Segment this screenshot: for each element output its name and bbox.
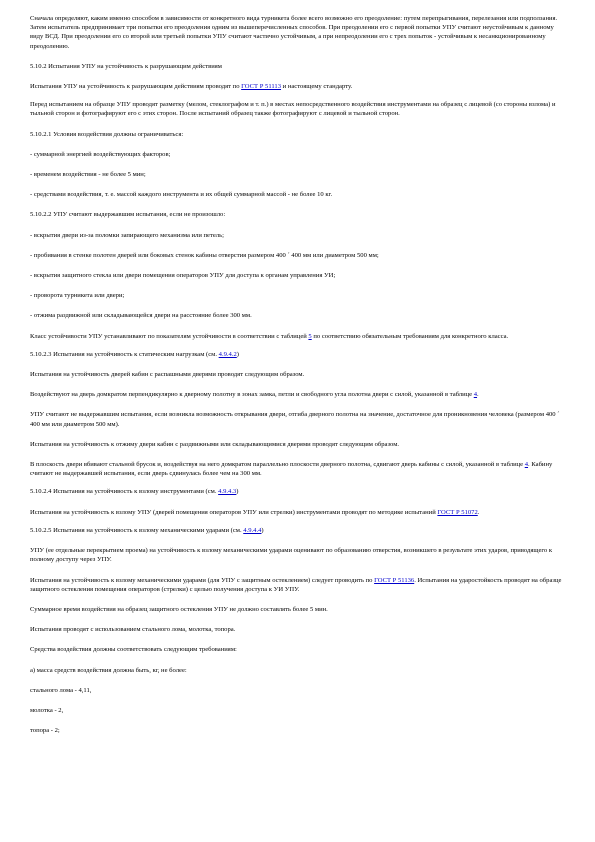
ref-4-9-4-2-link[interactable]: 4.9.4.2 [218, 350, 237, 358]
list-item-glass: - вскрытия защитного стекла или двери помещения операторов УПУ для доступа к органам управления УИ; [30, 272, 336, 280]
table-4-link[interactable]: 4 [524, 461, 529, 469]
text-run: . [477, 391, 479, 399]
text-run: . [477, 508, 480, 516]
list-item-energy: - суммарной энергией воздействующих факторов; [30, 150, 171, 158]
list-item-hammer: молотка - 2, [30, 706, 64, 714]
paragraph-swing-doors: Испытания на устойчивость дверей кабин с распашными дверями проводят следующим образом. [30, 371, 305, 379]
paragraph-testing-reference [30, 82, 564, 91]
table-4-link[interactable]: 4 [473, 391, 478, 399]
text-run: 5.10.2.4 Испытания на устойчивость к взлому инструментами (см. [30, 488, 219, 496]
paragraph-procedure-intro: Сначала определяют, каким именно способом в зависимости от конкретного вида турникета более всего возможно его преодоление: путем перепрыгивания, перелезания или подползания. Затем испытатель предпринимает три попытки его преодоления одним из вышеперечисленных способов. При преодолении его с первой попытки УПУ считают неустойчивым к данному виду ВСД. При преодолении его со второй или третьей попытки УПУ считают частично устойчивым, а при непреодолении его с трех попыток - устойчивым к несанкционированному преодолению. [30, 15, 558, 50]
subsection-5-10-2-1: 5.10.2.1 Условия воздействия должны ограничиваться: [30, 130, 184, 138]
list-item-door-opening: - вскрытия двери из-за поломки запирающего механизма или петель; [30, 231, 224, 239]
document-page [30, 14, 564, 735]
gost-r-51072-link[interactable]: ГОСТ Р 51072 [437, 508, 478, 516]
text-run: и настоящему стандарту. [281, 83, 353, 91]
list-item-crowbar: стального лома - 4,11, [30, 686, 92, 694]
list-item-hole: - пробивания в стенке полотен дверей или боковых стенок кабины отверстия размером 400 ´ 400 мм или диаметром 500 мм; [30, 251, 379, 259]
list-item-tools: - средствами воздействия, т. е. массой каждого инструмента и их общей суммарной массой - не более 10 кг. [30, 191, 333, 199]
ref-4-9-4-4-link[interactable]: 4.9.4.4 [243, 526, 262, 534]
paragraph-total-time: Суммарное время воздействия на образец защитного остекления УПУ не должно составлять более 5 мин. [30, 605, 328, 613]
text-run: Испытания на устойчивость к взлому УПУ (дверей помещения операторов УПУ или стрелки) инструментами проводят по методике испытаний [30, 508, 438, 516]
text-run: ) [236, 350, 239, 358]
paragraph-steel-bar [30, 460, 564, 478]
subsection-5-10-2-4 [30, 487, 564, 496]
text-run: Испытания на устойчивость к взлому механическими ударами (для УПУ с защитным остеклением) следует проводить по [30, 576, 375, 584]
paragraph-resistance-class [30, 332, 564, 341]
gost-r-51136-link[interactable]: ГОСТ Р 51136 [374, 576, 415, 584]
paragraph-sliding-doors: Испытания на устойчивость к отжиму двери кабин с раздвижными или складывающимися дверями проводят следующим образом. [30, 440, 400, 448]
text-run: 5.10.2.5 Испытания на устойчивость к взлому механическими ударами (см. [30, 526, 244, 534]
text-run: Воздействуют на дверь домкратом перпендикулярно к дверному полотну в зонах замка, петли и свободного угла полотна двери с силой, указанной в таблице [30, 391, 474, 399]
paragraph-impact-assessment: УПУ (ее отдельные перекрытием проема) на устойчивость к взлому механическими ударами оценивают по образованию отверстия, возникшего в результате этих ударов, приводящего к полному доступу через УПУ. [30, 547, 553, 564]
paragraph-tool-break-in [30, 508, 564, 517]
text-run: 5.10.2.3 Испытания на устойчивость к статическим нагрузкам (см. [30, 350, 219, 358]
paragraph-glazing-tests [30, 576, 564, 594]
list-item-time: - временем воздействия - не более 5 мин; [30, 171, 146, 179]
text-run: Испытания УПУ на устойчивость к разрушающим действиям проводят по [30, 83, 242, 91]
paragraph-jack-force [30, 390, 564, 399]
paragraph-failure-criteria: УПУ считают не выдержавшим испытания, если возникла возможность открывания двери, отгиба дверного полотна на значение, достаточное для проникновения человека (размером 400 ´ 400 мм или диаметром 500 мм). [30, 411, 560, 428]
table-5-link[interactable]: 5 [308, 332, 312, 340]
text-run: В плоскость двери вбивают стальной брусок и, воздействуя на него домкратом параллельно плоскости дверного полотна, сдвигают дверь кабины с силой, указанной в таблице [30, 461, 525, 469]
paragraph-tools-used: Испытания проводят с использованием стального лома, молотка, топора. [30, 626, 236, 634]
text-run: по соответствию обязательным требованиям для конкретного класса. [311, 332, 509, 340]
gost-r-51113-link[interactable]: ГОСТ Р 51113 [241, 83, 282, 91]
subsection-5-10-2-5 [30, 526, 564, 535]
text-run: . Кабину считают не выдержавшей испытания, если дверь сдвинулась более чем на 300 мм. [30, 461, 553, 478]
list-item-sliding-door: - отжима раздвижной или складывающейся двери на расстояние более 300 мм. [30, 312, 252, 320]
section-heading-5-10-2: 5.10.2 Испытания УПУ на устойчивость к разрушающим действиям [30, 62, 222, 70]
text-run: . Испытания на ударостойкость проводят на образце защитного остекления помещения операторов (стрелки) с целью получения доступа к УИ УПУ. [30, 576, 562, 593]
list-item-turnstile: - проворота турникета или двери; [30, 292, 125, 300]
text-run: ) [261, 526, 264, 534]
text-run: Класс устойчивости УПУ устанавливают по показателям устойчивости в соответствии с таблицей [30, 332, 309, 340]
ref-4-9-4-3-link[interactable]: 4.9.4.3 [218, 488, 237, 496]
text-run: ) [236, 488, 239, 496]
subsection-5-10-2-3 [30, 350, 564, 359]
paragraph-marking: Перед испытанием на образце УПУ проводят разметку (мелом, стеклографом и т. п.) в местах непосредственного воздействия инструментами на образец с лицевой (со стороны взлома) и тыльной сторон и фотографируют его с этих сторон. После испытаний образец также фотографируют с лицевой и тыльной сторон. [30, 101, 556, 118]
paragraph-tool-requirements: Средства воздействия должны соответствовать следующим требованиям: [30, 646, 237, 654]
subsection-5-10-2-2: 5.10.2.2 УПУ считают выдержавшим испытания, если не произошло: [30, 211, 226, 219]
list-item-mass: а) масса средств воздействия должна быть, кг, не более: [30, 666, 187, 674]
list-item-axe: топора - 2; [30, 727, 60, 735]
